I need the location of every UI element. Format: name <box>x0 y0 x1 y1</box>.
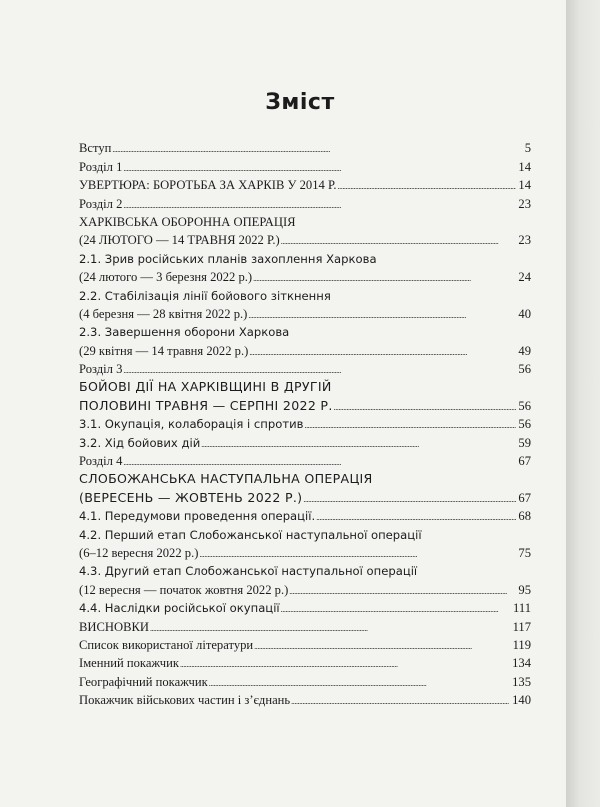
toc-entry-text: 4.1. Передумови проведення операції. <box>79 509 316 524</box>
dot-leader <box>334 399 516 413</box>
dot-leader <box>291 693 511 707</box>
toc-entry-text: (12 вересня — початок жовтня 2022 р.) <box>79 582 289 597</box>
toc-entry-text: (ВЕРЕСЕНЬ — ЖОВТЕНЬ 2022 Р.) <box>79 489 303 505</box>
toc-entry-text: Іменний покажчик <box>79 656 179 671</box>
toc-page-number: 117 <box>512 619 531 634</box>
toc-page-number: 14 <box>518 178 531 193</box>
toc-entry <box>79 358 531 376</box>
toc-entry <box>79 450 531 468</box>
toc-entry-text: (6–12 вересня 2022 р.) <box>79 545 199 560</box>
dot-leader <box>249 344 516 358</box>
toc-entry-text: 2.3. Завершення оборони Харкова <box>79 325 290 340</box>
toc-entry-text: Розділ 2 <box>79 196 123 211</box>
dot-leader <box>123 197 516 211</box>
toc-entry-text: 2.1. Зрив російських планів захоплення Харкова <box>79 251 377 266</box>
toc-page-number: 59 <box>518 435 531 450</box>
toc-entry <box>79 505 531 523</box>
toc-entry <box>79 597 531 615</box>
dot-leader <box>281 233 516 247</box>
toc-page-number: 119 <box>512 637 531 652</box>
toc-page-number: 67 <box>518 490 531 505</box>
toc-entry <box>79 155 531 173</box>
toc-entry <box>79 523 531 541</box>
toc-page-number: 68 <box>518 509 531 524</box>
toc-page-number: 56 <box>518 417 531 432</box>
toc-entry <box>79 578 531 596</box>
dot-leader <box>123 454 516 468</box>
dot-leader <box>254 638 511 652</box>
toc-page-number: 75 <box>518 545 531 560</box>
toc-page-number: 49 <box>518 343 531 358</box>
toc-page-number: 5 <box>524 141 531 156</box>
toc-page-number: 135 <box>512 674 531 689</box>
toc-entry-text: Розділ 4 <box>79 454 123 469</box>
dot-leader <box>248 307 516 321</box>
toc-entry-text: 3.1. Окупація, колаборація і спротив <box>79 417 304 432</box>
dot-leader <box>201 436 516 450</box>
toc-entry-text: Вступ <box>79 141 112 156</box>
toc-entry-text: УВЕРТЮРА: БОРОТЬБА ЗА ХАРКІВ У 2014 Р. <box>79 178 337 193</box>
toc-entry <box>79 542 531 560</box>
dot-leader <box>316 509 516 523</box>
toc-entry <box>79 376 531 394</box>
toc-entry-text: ВИСНОВКИ <box>79 619 149 634</box>
toc-entry <box>79 652 531 670</box>
dot-leader <box>123 160 516 174</box>
toc-page-number: 111 <box>513 601 531 616</box>
toc-entry <box>79 266 531 284</box>
toc-entry-text: (29 квітня — 14 травня 2022 р.) <box>79 343 249 358</box>
toc-entry <box>79 321 531 339</box>
toc-entry <box>79 486 531 504</box>
toc-page-number: 23 <box>518 196 531 211</box>
toc-entry-text: Покажчик військових частин і з’єднань <box>79 693 291 708</box>
toc-page-number: 40 <box>518 306 531 321</box>
toc-page-number: 67 <box>518 454 531 469</box>
dot-leader <box>123 362 516 376</box>
toc-entry-text: СЛОБОЖАНСЬКА НАСТУПАЛЬНА ОПЕРАЦІЯ <box>79 471 373 487</box>
toc-entry <box>79 394 531 412</box>
dot-leader <box>281 601 512 615</box>
toc-page-number: 24 <box>518 270 531 285</box>
dot-leader <box>338 178 516 192</box>
dot-leader <box>112 141 516 155</box>
toc-entry-text: 2.2. Стабілізація лінії бойового зіткнення <box>79 288 331 303</box>
toc-entry <box>79 247 531 265</box>
dot-leader <box>180 656 511 670</box>
toc-entry <box>79 615 531 633</box>
dot-leader <box>304 417 516 431</box>
toc-page-number: 134 <box>512 656 531 671</box>
toc-entry-text: Географічний покажчик <box>79 674 208 689</box>
dot-leader <box>253 270 516 284</box>
toc-entry-text: Розділ 1 <box>79 159 123 174</box>
toc-entry-text: (4 березня — 28 квітня 2022 р.) <box>79 306 248 321</box>
toc-entry <box>79 689 531 707</box>
toc-page-number: 140 <box>512 693 531 708</box>
toc-entry-text: 4.4. Наслідки російської окупації <box>79 601 280 616</box>
dot-leader <box>289 583 516 597</box>
toc-entry-text: Розділ 3 <box>79 362 123 377</box>
toc-entry <box>79 137 531 155</box>
toc-page-number: 56 <box>518 398 531 413</box>
dot-leader <box>209 675 511 689</box>
toc-entry <box>79 431 531 449</box>
toc-entry-text: (24 ЛЮТОГО — 14 ТРАВНЯ 2022 Р.) <box>79 233 280 248</box>
page-title: Зміст <box>265 90 335 115</box>
toc-page-number: 95 <box>518 582 531 597</box>
toc-entry <box>79 670 531 688</box>
toc-page-number: 23 <box>518 233 531 248</box>
page-edge <box>566 0 600 807</box>
table-of-contents <box>79 137 531 707</box>
toc-entry <box>79 303 531 321</box>
toc-entry-text: ХАРКІВСЬКА ОБОРОННА ОПЕРАЦІЯ <box>79 214 296 229</box>
toc-entry-text: 3.2. Хід бойових дій <box>79 435 201 450</box>
toc-entry-text: Список використаної літератури <box>79 637 254 652</box>
toc-entry <box>79 560 531 578</box>
toc-page-number: 56 <box>518 362 531 377</box>
dot-leader <box>199 546 516 560</box>
toc-entry-text: 4.2. Перший етап Слобожанської наступальної операції <box>79 527 422 542</box>
toc-entry-text: БОЙОВІ ДІЇ НА ХАРКІВЩИНІ В ДРУГІЙ <box>79 379 332 395</box>
toc-entry <box>79 413 531 431</box>
toc-entry <box>79 634 531 652</box>
toc-entry <box>79 284 531 302</box>
toc-entry <box>79 339 531 357</box>
toc-entry <box>79 468 531 486</box>
toc-entry-text: 4.3. Другий етап Слобожанської наступальної операції <box>79 564 418 579</box>
toc-entry <box>79 174 531 192</box>
toc-entry <box>79 229 531 247</box>
toc-page-number: 14 <box>518 159 531 174</box>
dot-leader <box>303 491 516 505</box>
toc-entry <box>79 192 531 210</box>
dot-leader <box>150 620 512 634</box>
toc-entry <box>79 211 531 229</box>
toc-entry-text: ПОЛОВИНІ ТРАВНЯ — СЕРПНІ 2022 Р. <box>79 397 333 413</box>
toc-entry-text: (24 лютого — 3 березня 2022 р.) <box>79 270 253 285</box>
